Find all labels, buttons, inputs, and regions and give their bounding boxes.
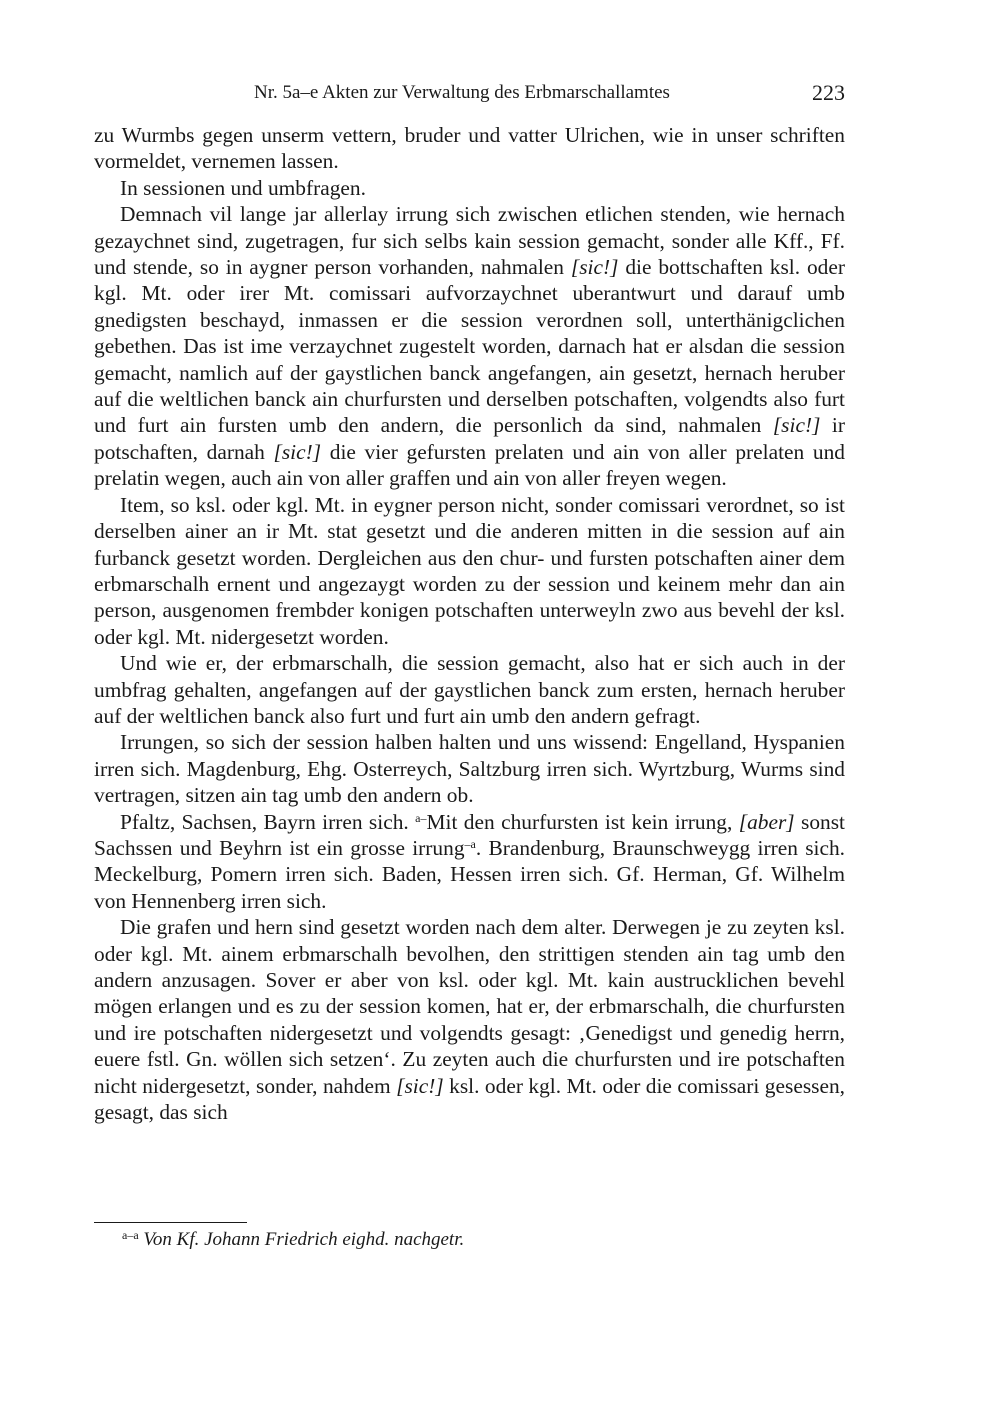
text-run: . Brandenburg, Braunschweygg irren sich. Meckelburg, Pomern irren sich. Baden, Hessen irren sich. Gf. Herman, Gf. Wilhelm von Hennenberg irren sich.	[94, 835, 845, 913]
text-run: ir potschaften, darnah	[94, 413, 845, 464]
paragraph	[94, 914, 845, 1125]
text-run: Mit den churfursten ist kein irrung,	[426, 809, 739, 834]
sic-note: [sic!]	[570, 255, 619, 280]
text-run: Die grafen und hern sind gesetzt worden nach dem alter. Derwegen je zu zeyten ksl. oder kgl. Mt. ainem erbmarschalh bevolhen, den strittigen stenden ain tag umb den andern anzusagen. Sover er aber von ksl. oder kgl. Mt. kain austrucklichen bevehl mögen erlangen und es zu der session komen, hat er, der erbmarschalh, die churfursten und ire potschaften nidergesetzt und volgendts gesagt: ‚Genedigst und genedig herrn, euere fstl. Gn. wöllen sich setzen‘. Zu zeyten auch die churfursten und ire potschaften nicht nidergesetzt, sonder, nahdem	[94, 915, 845, 1098]
paragraph: Irrungen, so sich der session halben halten und uns wissend: Engelland, Hyspanien irren sich. Magdenburg, Ehg. Osterreych, Saltzburg irren sich. Wyrtzburg, Wurms sind vertragen, sitzen ain tag umb den andern ob.	[94, 730, 845, 808]
footnote-rule	[94, 1222, 247, 1223]
footnote-text: Von Kf. Johann Friedrich eighd. nachgetr.	[143, 1229, 465, 1250]
footnote-mark: a–a	[122, 1228, 139, 1242]
text-run: Demnach vil lange jar allerlay irrung sich zwischen etlichen stenden, wie hernach gezaychnet sind, zugetragen, fur sich selbs kain session gemacht, sonder alle Kff., Ff. und stende, so in aygner person vorhanden, nahmalen	[94, 202, 845, 280]
sic-note: [sic!]	[396, 1073, 444, 1098]
paragraph: Und wie er, der erbmarschalh, die session gemacht, also hat er sich auch in der umbfrag gehalten, angefangen auf der gaystlichen banck zum ersten, hernach heruber auf der weltlichen banck also furt und furt ain umb den andern gefragt.	[94, 651, 845, 728]
paragraph: Item, so ksl. oder kgl. Mt. in eygner person nicht, sonder comissari verordnet, so ist derselben ainer an ir Mt. stat gesetzt und die anderen mitten in die session auf ain furbanck gesetzt worden. Dergleichen aus den chur- und fursten potschaften ainer dem erbmarschalh ernent und angezaygt worden zu der session und keinem mehr dan ain person, ausgenomen frembder konigen potschaften unterweyln zwo aus bevehl der ksl. oder kgl. Mt. nidergesetzt worden.	[94, 492, 845, 649]
text-run: die bottschaften ksl. oder kgl. Mt. oder irer Mt. comissari aufvorzaychnet uberantwurt und darauf umb gnedigsten beschayd, inmassen er die session verordnen soll, unterthänigclichen gebethen. Das ist ime verzaychnet zugestelt worden, darnach hat er alsdan die session gemacht, namlich auf der gaystlichen banck angefangen, ain gesetzt, hernach heruber auf die weltlichen banck ain churfursten und derselben potschaften, volgendts also furt und furt ain fursten umb den andern, die personlich da sind, nahmalen	[94, 255, 845, 438]
page-number: 223	[812, 80, 845, 105]
sic-note: [sic!]	[772, 413, 821, 438]
paragraph	[94, 809, 845, 915]
footnote-mark: a–	[415, 810, 427, 825]
footnote	[122, 1229, 842, 1251]
sic-note: [sic!]	[273, 439, 322, 464]
editorial-insertion: [aber]	[738, 809, 795, 834]
main-text	[94, 122, 845, 1125]
footnote-mark: –a	[464, 836, 476, 851]
text-run: ksl. oder kgl. Mt. oder die comissari gesessen, gesagt, das sich	[94, 1073, 846, 1125]
text-run: sonst Sachssen und Beyhrn ist ein grosse irrung	[94, 809, 845, 860]
paragraph: zu Wurmbs gegen unserm vettern, bruder und vatter Ulrichen, wie in unser schriften vormeldet, vernemen lassen.	[94, 123, 845, 174]
section-heading: In sessionen und umbfragen.	[120, 175, 366, 200]
page-header	[94, 80, 845, 110]
running-title: Nr. 5a–e Akten zur Verwaltung des Erbmarschallamtes	[254, 82, 670, 103]
paragraph	[94, 201, 845, 491]
text-run: die vier gefursten prelaten und ain von aller prelaten und prelatin wegen, auch ain von aller graffen und ain von aller freyen wegen.	[94, 439, 846, 491]
text-run: Pfaltz, Sachsen, Bayrn irren sich.	[120, 809, 416, 834]
